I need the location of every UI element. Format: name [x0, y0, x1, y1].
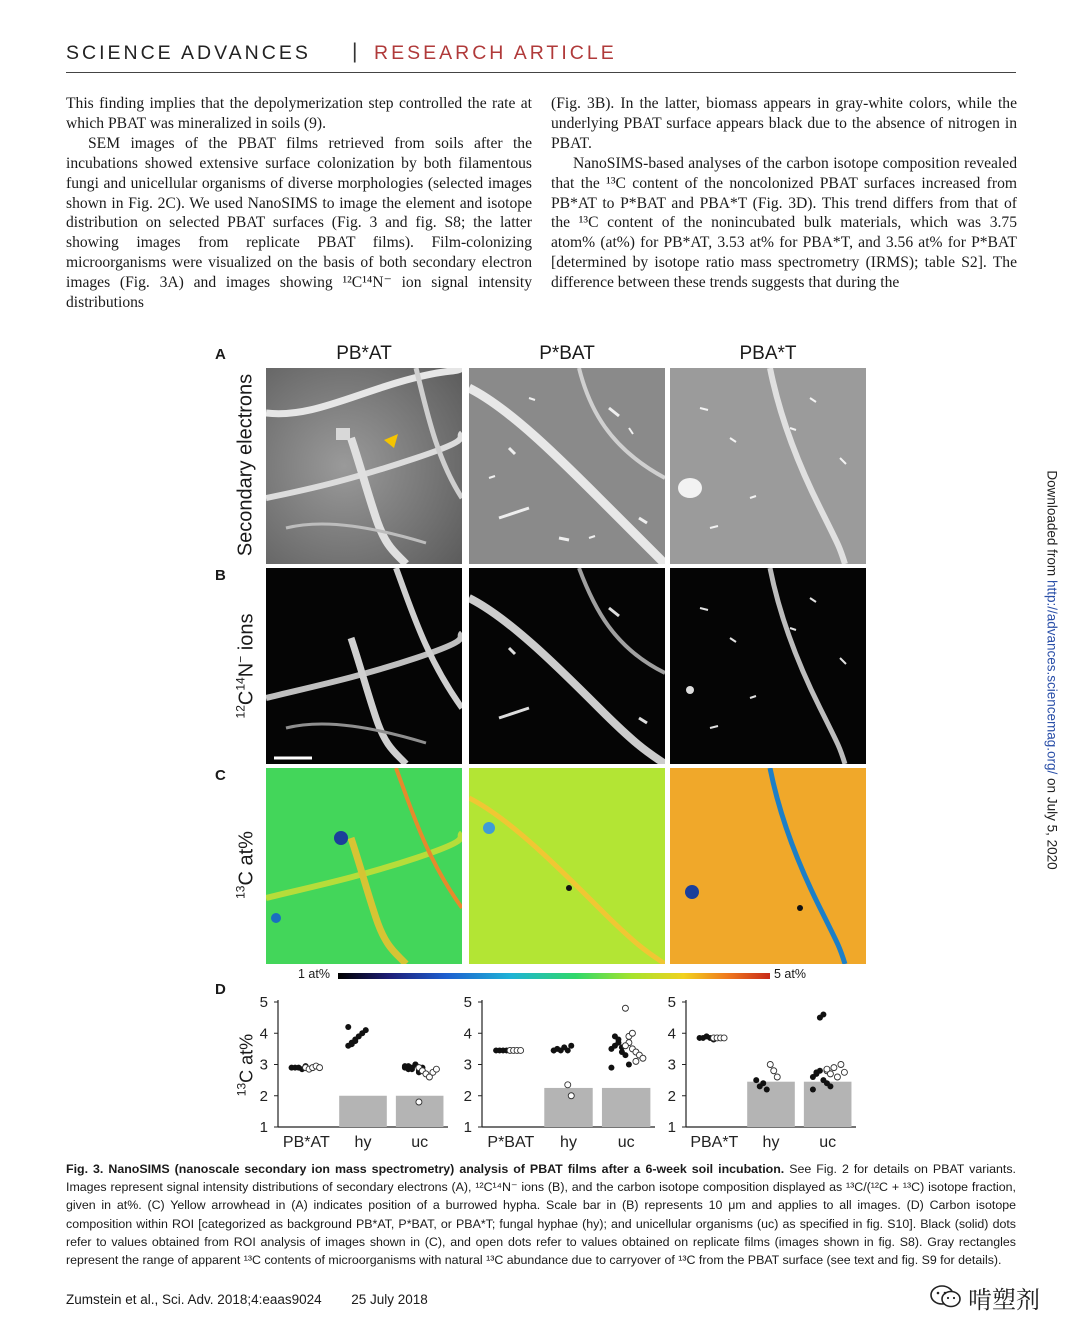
caption-title: Fig. 3. NanoSIMS (nanoscale secondary ion mass spectrometry) analysis of PBAT films after a 6-week soil incubation. [66, 1162, 785, 1176]
solid-data-point [612, 1043, 618, 1049]
solid-data-point [817, 1068, 823, 1074]
open-data-point [317, 1065, 323, 1071]
solid-data-point [760, 1080, 766, 1086]
solid-data-point [511, 1047, 517, 1053]
solid-data-point [349, 1041, 355, 1047]
y-tick-label: 5 [259, 994, 268, 1011]
column-title-pbat-2: P*BAT [539, 343, 595, 364]
open-data-point [423, 1071, 429, 1077]
sem-image-pbat-3 [670, 368, 866, 564]
paragraph: SEM images of the PBAT films retrieved from soils after the incubations showed extensive surface colonization by both filamentous fungi and unicellular organisms of diverse morphologies (selected images shown in Fig. 2C). We used NanoSIMS to image the element and isotope distribution on selected PBAT surfaces (Fig. 3 and fig. S8; the latter showing images from replicate PBAT films). Film-colonizing microorganisms were visualized on the basis of both secondary electron images (Fig. 3A) and images showing ¹²C¹⁴N⁻ ion signal intensity distributions [66, 134, 532, 312]
open-data-point [827, 1071, 833, 1077]
solid-data-point [416, 1068, 422, 1074]
solid-data-point [622, 1052, 628, 1058]
x-category-label: PBA*T [690, 1134, 739, 1151]
column-title-pbat-3: PBA*T [739, 343, 797, 364]
open-data-point [640, 1055, 646, 1061]
y-tick-label: 2 [667, 1087, 676, 1105]
open-data-point [303, 1065, 309, 1071]
solid-data-point [345, 1043, 351, 1049]
solid-data-point [345, 1024, 351, 1030]
solid-data-point [363, 1027, 369, 1033]
text-column-right [551, 94, 1017, 293]
open-data-point [433, 1066, 439, 1072]
panel-letter-b: B [215, 567, 226, 584]
colorbar-max-label: 5 at% [774, 967, 806, 981]
solid-data-point [359, 1030, 365, 1036]
solid-data-point [626, 1062, 632, 1068]
solid-data-point [827, 1083, 833, 1089]
footer-citation: Zumstein et al., Sci. Adv. 2018;4:eaas9024 [66, 1292, 322, 1307]
open-data-point [568, 1093, 574, 1099]
solid-data-point [412, 1062, 418, 1068]
solid-data-point [296, 1065, 302, 1071]
open-data-point [426, 1074, 432, 1080]
solid-data-point [612, 1033, 618, 1039]
solid-data-point [356, 1033, 362, 1039]
open-data-point [565, 1082, 571, 1088]
watermark-text: 啃塑剂 [968, 1287, 1040, 1314]
open-data-point [507, 1047, 513, 1053]
footer-date: 25 July 2018 [351, 1292, 428, 1307]
open-data-point [310, 1065, 316, 1071]
gray-range-rect [602, 1088, 650, 1127]
caption-text: See Fig. 2 for details on PBAT variants. Images represent signal intensity distributions of secondary electrons (A), ¹²C¹⁴N⁻ ions (B), and the carbon isotope composition displayed as ¹³C/(¹²C + ¹³C) isotope fraction, given in at%. (C) Yellow arrowhead in (A) indicates position of a burrowed hypha. Scale bar in (B) represents 10 μm and applies to all images. (D) Carbon isotope composition within ROI [categorized as background PB*AT, P*BAT, or PBA*T; fungal hyphae (hy); and unicellular organisms (uc) as specified in fig. S10]. Black (solid) dots refer to values obtained from ROI analysis of images shown in (C), and open dots refer to values obtained on replicate films (images shown in fig. S8). Gray rectangles represent the range of apparent ¹³C contents of microorganisms with natural ¹³C abundance due to carryover of ¹³C from the PBAT surface (see text and fig. S9 for details). [66, 1162, 1016, 1268]
row-label-secondary: Secondary electrons [234, 373, 257, 557]
solid-data-point [565, 1047, 571, 1053]
open-data-point [511, 1047, 517, 1053]
open-data-point [714, 1035, 720, 1041]
open-data-point [633, 1049, 639, 1055]
open-data-point [416, 1099, 422, 1105]
open-data-point [767, 1062, 773, 1068]
ion-image-pbat-3 [670, 568, 866, 764]
header-separator: | [352, 40, 358, 63]
colorbar [338, 973, 770, 979]
x-category-label: uc [411, 1134, 429, 1151]
solid-data-point [820, 1012, 826, 1018]
solid-data-point [813, 1071, 819, 1077]
c13-image-pbat-2 [469, 768, 665, 964]
y-tick-label: 4 [259, 1025, 268, 1043]
solid-data-point [615, 1040, 621, 1046]
journal-name: SCIENCE ADVANCES [66, 42, 311, 64]
open-data-point [774, 1074, 780, 1080]
open-data-point [721, 1035, 727, 1041]
solid-data-point [813, 1069, 819, 1075]
solid-data-point [551, 1047, 557, 1053]
y-tick-label: 5 [463, 994, 472, 1011]
paragraph: This finding implies that the depolymerization step controlled the rate at which PBAT was mineralized in soils (9). [66, 95, 532, 132]
paragraph: (Fig. 3B). In the latter, biomass appears in gray-white colors, while the underlying PBAT surface appears black due to the absence of nitrogen in PBAT. [551, 95, 1017, 152]
solid-data-point [558, 1047, 564, 1053]
solid-data-point [561, 1044, 567, 1050]
solid-data-point [810, 1074, 816, 1080]
x-category-label: uc [617, 1134, 635, 1151]
solid-data-point [704, 1033, 710, 1039]
open-data-point [718, 1035, 724, 1041]
y-tick-label: 3 [259, 1056, 268, 1074]
solid-data-point [405, 1063, 411, 1069]
open-data-point [416, 1065, 422, 1071]
x-category-label: hy [762, 1134, 780, 1151]
open-data-point [838, 1062, 844, 1068]
solid-data-point [551, 1047, 557, 1053]
y-tick-label: 3 [463, 1056, 472, 1074]
sem-image-pbat-1 [266, 368, 462, 564]
x-category-label: P*BAT [487, 1134, 535, 1151]
solid-data-point [289, 1065, 295, 1071]
d-axis-label: $^{13}$C at% [234, 1033, 257, 1097]
solid-data-point [615, 1037, 621, 1043]
solid-data-point [497, 1047, 503, 1053]
solid-data-point [402, 1063, 408, 1069]
x-category-label: uc [819, 1134, 837, 1151]
download-link[interactable]: http://advances.sciencemag.org/ [1044, 579, 1060, 775]
open-data-point [419, 1068, 425, 1074]
solid-data-point [608, 1046, 614, 1052]
y-tick-label: 5 [667, 994, 676, 1011]
c13-image-pbat-3 [670, 768, 866, 964]
solid-data-point [817, 1015, 823, 1021]
open-data-point [841, 1069, 847, 1075]
row-label-c13: $^{13}$C at% [233, 831, 258, 899]
solid-data-point [820, 1077, 826, 1083]
gray-range-rect [544, 1088, 592, 1127]
y-tick-label: 1 [259, 1119, 268, 1136]
panel-letter-c: C [215, 767, 226, 784]
solid-data-point [352, 1037, 358, 1043]
panel-letter-d: D [215, 981, 226, 998]
solid-data-point [700, 1035, 706, 1041]
text-column-left [66, 94, 532, 313]
y-tick-label: 1 [463, 1119, 472, 1136]
download-prefix: Downloaded from [1044, 470, 1060, 580]
paragraph: NanoSIMS-based analyses of the carbon isotope composition revealed that the ¹³C content of the noncolonized PBAT surfaces increased from PB*AT to P*BAT and PBA*T (Fig. 3D). This trend differs from that of the ¹³C content of the nonincubated bulk materials, which was 3.75 atom% (at%) for PB*AT, 3.53 at% for PBA*T, and 3.56 at% for P*BAT [determined by isotope ratio mass spectrometry (IRMS); table S2]. The difference between these trends suggests that during the [551, 154, 1017, 292]
section-name: RESEARCH ARTICLE [374, 42, 617, 64]
solid-data-point [608, 1065, 614, 1071]
open-data-point [629, 1046, 635, 1052]
ion-image-pbat-1 [266, 568, 462, 764]
wechat-icon [930, 1284, 962, 1310]
solid-data-point [412, 1062, 418, 1068]
solid-data-point [504, 1047, 510, 1053]
open-data-point [313, 1063, 319, 1069]
y-tick-label: 2 [463, 1087, 472, 1105]
x-category-label: hy [354, 1134, 372, 1151]
solid-data-point [303, 1063, 309, 1069]
solid-data-point [352, 1038, 358, 1044]
solid-data-point [697, 1035, 703, 1041]
x-category-label: hy [560, 1134, 577, 1151]
open-data-point [622, 1043, 628, 1049]
x-category-label: PB*AT [282, 1134, 330, 1151]
y-tick-label: 1 [667, 1119, 676, 1136]
open-data-point [629, 1030, 635, 1036]
page-header [66, 40, 1016, 73]
solid-data-point [568, 1043, 574, 1049]
open-data-point [824, 1068, 830, 1074]
solid-data-point [409, 1065, 415, 1071]
solid-data-point [419, 1068, 425, 1074]
solid-data-point [416, 1069, 422, 1075]
solid-data-point [493, 1047, 499, 1053]
open-data-point [834, 1074, 840, 1080]
open-data-point [633, 1058, 639, 1064]
page-footer [66, 1292, 428, 1307]
download-suffix: on July 5, 2020 [1044, 774, 1060, 870]
figure-caption [66, 1160, 1016, 1269]
solid-data-point [507, 1047, 513, 1053]
open-data-point [622, 1005, 628, 1011]
solid-data-point [757, 1083, 763, 1089]
colorbar-min-label: 1 at% [298, 967, 330, 981]
solid-data-point [711, 1037, 717, 1043]
solid-data-point [554, 1046, 560, 1052]
solid-data-point [500, 1047, 506, 1053]
open-data-point [514, 1047, 520, 1053]
solid-data-point [810, 1087, 816, 1093]
solid-data-point [409, 1066, 415, 1072]
open-data-point [306, 1066, 312, 1072]
solid-data-point [349, 1040, 355, 1046]
y-tick-label: 4 [463, 1025, 472, 1043]
solid-data-point [619, 1049, 625, 1055]
ion-image-pbat-2 [469, 568, 665, 764]
solid-data-point [299, 1066, 305, 1072]
open-data-point [831, 1065, 837, 1071]
solid-data-point [619, 1044, 625, 1050]
y-tick-label: 3 [667, 1056, 676, 1074]
open-data-point [771, 1068, 777, 1074]
watermark [930, 1280, 1050, 1314]
panel-letter-a: A [215, 346, 226, 363]
c13-image-pbat-1 [266, 768, 462, 964]
solid-data-point [707, 1035, 713, 1041]
y-tick-label: 2 [259, 1087, 268, 1105]
sem-image-pbat-2 [469, 368, 665, 564]
open-data-point [824, 1066, 830, 1072]
gray-range-rect [396, 1096, 444, 1127]
solid-data-point [402, 1065, 408, 1071]
open-data-point [626, 1033, 632, 1039]
solid-data-point [405, 1066, 411, 1072]
open-data-point [518, 1047, 524, 1053]
gray-range-rect [804, 1082, 852, 1127]
solid-data-point [753, 1077, 759, 1083]
solid-data-point [419, 1065, 425, 1071]
open-data-point [430, 1069, 436, 1075]
open-data-point [636, 1052, 642, 1058]
solid-data-point [824, 1080, 830, 1086]
y-tick-label: 4 [667, 1025, 676, 1043]
solid-data-point [764, 1087, 770, 1093]
gray-range-rect [339, 1096, 387, 1127]
column-title-pbat-1: PB*AT [336, 343, 392, 364]
row-label-ion: $^{12}C^{14}N^-$ ions [233, 613, 258, 719]
gray-range-rect [747, 1082, 795, 1127]
solid-data-point [292, 1065, 298, 1071]
open-data-point [626, 1040, 632, 1046]
open-data-point [711, 1035, 717, 1041]
solid-data-point [714, 1035, 720, 1041]
